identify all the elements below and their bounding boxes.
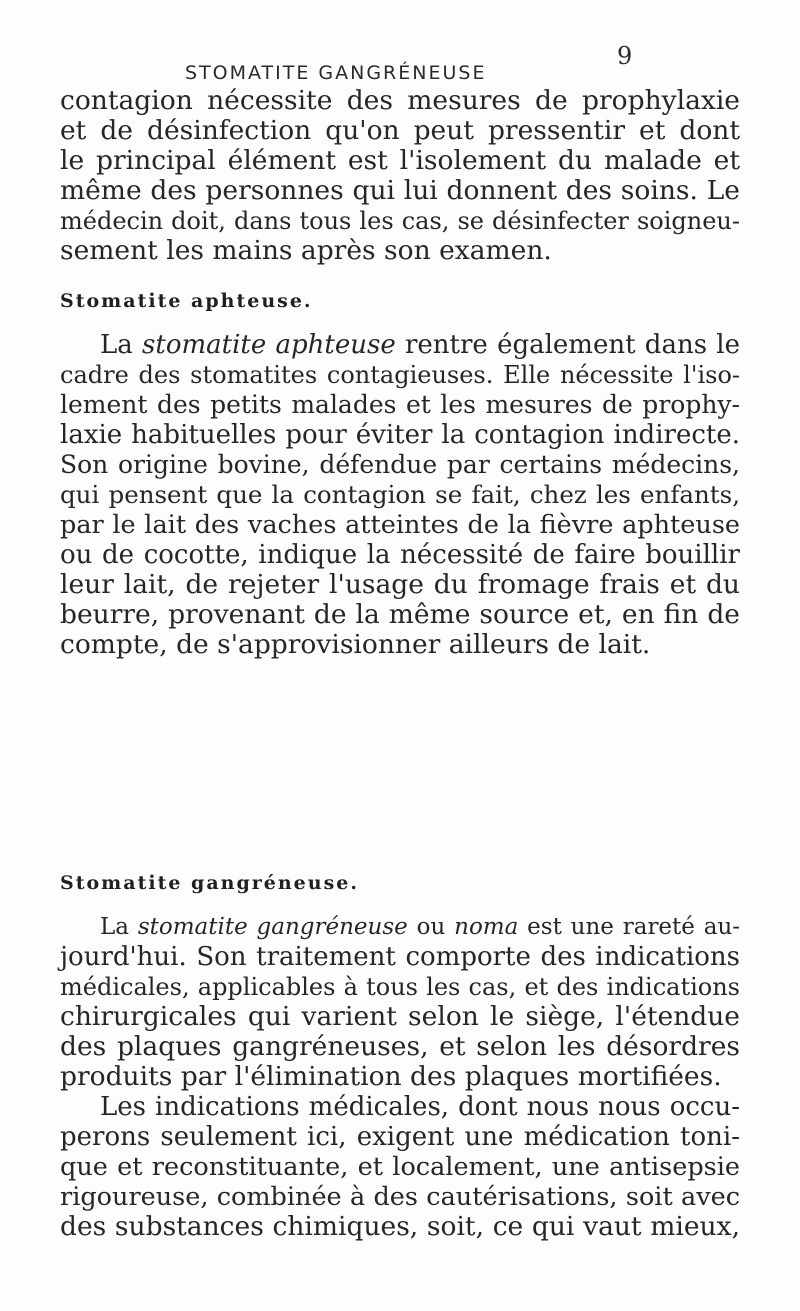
- text-line: sement les mains après son examen.: [60, 235, 552, 266]
- text-line: contagion nécessite des mesures de prophylaxie: [60, 85, 740, 116]
- connector-word: ou: [416, 914, 446, 940]
- text-line: que et reconstituante, et localement, une antisepsie: [60, 1152, 740, 1182]
- italic-term-noma: noma: [454, 914, 519, 940]
- text-line: le principal élément est l'isolement du malade et: [60, 145, 740, 176]
- text-line: Son origine bovine, défendue par certains médecins,: [60, 450, 740, 479]
- text-line: cadre des stomatites contagieuses. Elle nécessite l'iso-: [60, 361, 740, 389]
- text-line: perons seulement ici, exigent une médication toni-: [60, 1122, 740, 1152]
- paragraph-stomatite-gangreneuse: [60, 912, 740, 1242]
- section-heading-stomatite-gangreneuse: Stomatite gangréneuse.: [60, 872, 359, 894]
- text-line: leur lait, de rejeter l'usage du fromage frais et du: [60, 569, 740, 600]
- text-line-first: [60, 912, 740, 942]
- italic-term: stomatite gangréneuse: [137, 914, 408, 940]
- running-head: STOMATITE GANGRÉNEUSE: [185, 62, 487, 84]
- paragraph-contagion: [60, 86, 740, 266]
- text-line: rigoureuse, combinée à des cautérisations, soit avec: [60, 1182, 740, 1212]
- italic-term: stomatite aphteuse: [142, 330, 396, 360]
- text-line: laxie habituelles pour éviter la contagion indirecte.: [60, 420, 740, 450]
- text-line-first: [60, 330, 740, 360]
- section-heading-stomatite-aphteuse: Stomatite aphteuse.: [60, 290, 313, 312]
- text-line: des substances chimiques, soit, ce qui vaut mieux,: [60, 1211, 740, 1242]
- text-line: médicales, applicables à tous les cas, et des indications: [60, 973, 740, 1001]
- text-line: médecin doit, dans tous les cas, se désinfecter soigneu-: [60, 207, 740, 235]
- text-line: lement des petits malades et les mesures de prophy-: [60, 390, 740, 419]
- text-line: compte, de s'approvisionner ailleurs de lait.: [60, 629, 651, 660]
- text-line: jourd'hui. Son traitement comporte des indications: [60, 942, 740, 972]
- text-line: même des personnes qui lui donnent des soins. Le: [60, 175, 740, 206]
- lead-word: La: [100, 330, 133, 360]
- page-number: 9: [617, 42, 633, 70]
- text-line: ou de cocotte, indique la nécessité de faire bouillir: [60, 540, 740, 570]
- text-line-indented: Les indications médicales, dont nous nous occu-: [100, 1092, 740, 1122]
- text-line: produits par l'élimination des plaques mortifiées.: [60, 1061, 722, 1092]
- text-line: beurre, provenant de la même source et, en fin de: [60, 599, 740, 630]
- text-line: des plaques gangréneuses, et selon les désordres: [60, 1031, 740, 1062]
- text-line: par le lait des vaches atteintes de la fièvre aphteuse: [60, 510, 740, 540]
- paragraph-stomatite-aphteuse: [60, 330, 740, 660]
- lead-word: La: [100, 914, 129, 940]
- text-line: et de désinfection qu'on peut pressentir et dont: [60, 115, 740, 146]
- line-rest: est une rareté au-: [527, 914, 741, 940]
- line-rest: rentre également dans le: [404, 330, 740, 360]
- text-line: chirurgicales qui varient selon le siège, l'étendue: [60, 1001, 740, 1032]
- text-line: qui pensent que la contagion se fait, chez les enfants,: [60, 480, 740, 509]
